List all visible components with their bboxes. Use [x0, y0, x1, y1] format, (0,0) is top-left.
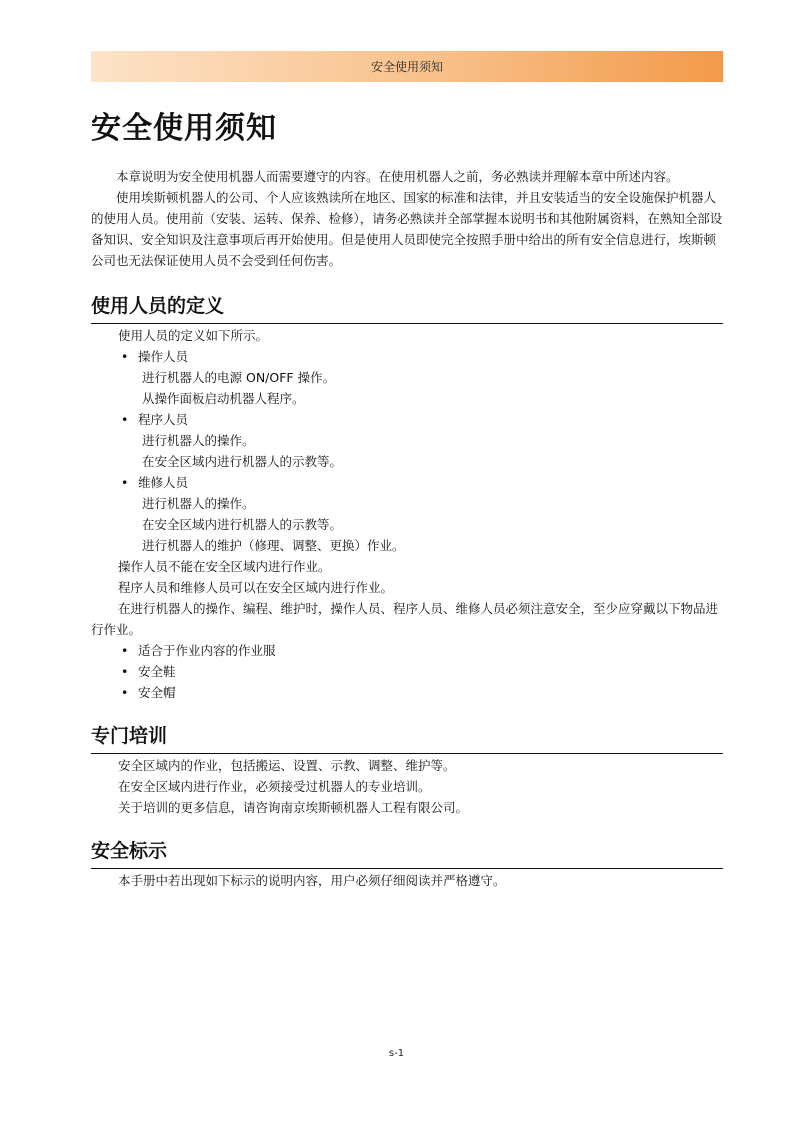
role-name: 维修人员 [138, 475, 189, 490]
wear-item: 安全帽 [138, 685, 176, 700]
role-name: 操作人员 [138, 349, 189, 364]
section-title-signs: 安全标示 [91, 838, 723, 869]
role-duty: 进行机器人的维护（修理、调整、更换）作业。 [142, 538, 405, 553]
users-rule: 操作人员不能在安全区域内进行作业。 [118, 559, 331, 574]
training-line: 在安全区域内进行作业，必须接受过机器人的专业培训。 [118, 779, 431, 794]
list-item-role [91, 409, 723, 430]
list-item-wear [91, 640, 723, 661]
role-duty: 在安全区域内进行机器人的示教等。 [142, 517, 343, 532]
wear-note: 在进行机器人的操作、编程、维护时，操作人员、程序人员、维修人员必须注意安全，至少应穿戴以下物品进行作业。 [91, 601, 719, 637]
wear-item: 安全鞋 [138, 664, 176, 679]
section-signs [91, 870, 723, 891]
bullet-icon: • [121, 685, 129, 700]
bullet-icon: • [121, 475, 129, 490]
users-rule: 程序人员和维修人员可以在安全区域内进行作业。 [118, 580, 394, 595]
wear-item: 适合于作业内容的作业服 [138, 643, 276, 658]
bullet-icon: • [121, 349, 129, 364]
training-line: 安全区域内的作业，包括搬运、设置、示教、调整、维护等。 [118, 758, 456, 773]
training-line: 关于培训的更多信息，请咨询南京埃斯顿机器人工程有限公司。 [118, 800, 469, 815]
section-users [91, 325, 723, 703]
list-item-role [91, 472, 723, 493]
running-header [91, 51, 723, 82]
list-item-wear [91, 661, 723, 682]
role-name: 程序人员 [138, 412, 189, 427]
role-duty: 在安全区域内进行机器人的示教等。 [142, 454, 343, 469]
section-title-users: 使用人员的定义 [91, 293, 723, 324]
bullet-icon: • [121, 412, 129, 427]
role-duty: 从操作面板启动机器人程序。 [142, 391, 305, 406]
role-duty: 进行机器人的操作。 [142, 496, 255, 511]
section-training [91, 755, 723, 818]
intro-paragraph-1: 本章说明为安全使用机器人而需要遵守的内容。在使用机器人之前，务必熟读并理解本章中所述内容。 [116, 169, 679, 184]
list-item-role [91, 346, 723, 367]
users-lead: 使用人员的定义如下所示。 [118, 328, 269, 343]
list-item-wear [91, 682, 723, 703]
role-duty: 进行机器人的电源 ON/OFF 操作。 [142, 370, 336, 385]
bullet-icon: • [121, 664, 129, 679]
main-content [91, 166, 723, 891]
running-header-title: 安全使用须知 [370, 60, 443, 74]
intro-paragraph-2: 使用埃斯顿机器人的公司、个人应该熟读所在地区、国家的标准和法律，并且安装适当的安全设施保护机器人的使用人员。使用前（安装、运转、保养、检修），请务必熟读并全部掌握本说明书和其他附属资料，在熟知全部设备知识、安全知识及注意事项后再开始使用。但是使用人员即使完全按照手册中给出的所有安全信息进行，埃斯顿公司也无法保证使用人员不会受到任何伤害。 [91, 190, 723, 268]
page-title: 安全使用须知 [91, 111, 277, 146]
section-title-training: 专门培训 [91, 723, 723, 754]
role-duty: 进行机器人的操作。 [142, 433, 255, 448]
signs-line: 本手册中若出现如下标示的说明内容，用户必须仔细阅读并严格遵守。 [118, 873, 506, 888]
bullet-icon: • [121, 643, 129, 658]
page-number: s-1 [388, 1048, 405, 1059]
